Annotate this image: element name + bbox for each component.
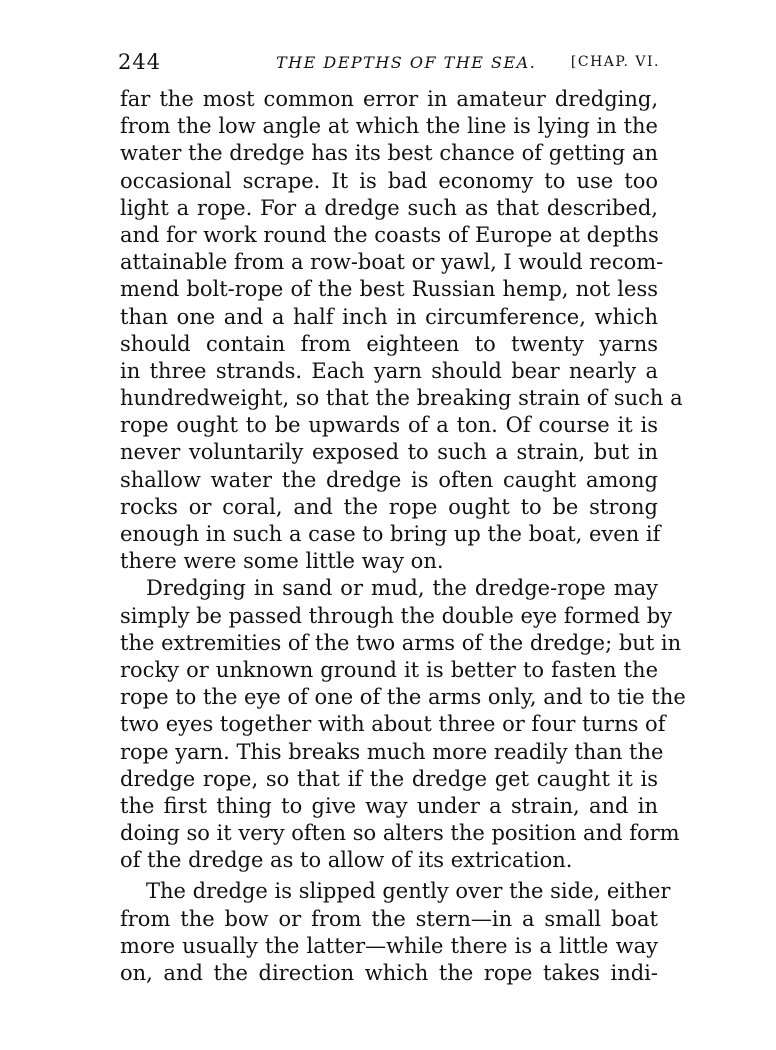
text-line: rocks or coral, and the rope ought to be strong <box>120 494 658 519</box>
text-line: The dredge is slipped gently over the side, either <box>146 879 671 904</box>
text-line: from the low angle at which the line is lying in the <box>120 114 658 139</box>
text-line: water the dredge has its best chance of getting an <box>120 141 658 166</box>
text-line: and for work round the coasts of Europe at depths <box>120 222 659 247</box>
text-line: hundredweight, so that the breaking strain of such a <box>120 386 683 411</box>
text-line: simply be passed through the double eye formed by <box>120 603 673 628</box>
text-line: shallow water the dredge is often caught among <box>120 467 658 492</box>
text-line: doing so it very often so alters the position and form <box>120 821 680 846</box>
text-line: rope ought to be upwards of a ton. Of course it is <box>120 413 658 438</box>
text-line: rope to the eye of one of the arms only, and to tie the <box>120 685 686 710</box>
text-line: light a rope. For a dredge such as that described, <box>120 195 658 220</box>
text-line: in three strands. Each yarn should bear nearly a <box>120 358 658 383</box>
text-line: than one and a half inch in circumference, which <box>120 304 658 329</box>
text-line: the first thing to give way under a strain, and in <box>120 793 658 818</box>
body-text <box>120 86 686 987</box>
text-line: dredge rope, so that if the dredge get caught it is <box>120 766 658 791</box>
text-line: should contain from eighteen to twenty yarns <box>120 331 658 356</box>
running-head <box>118 50 660 78</box>
text-line: attainable from a row-boat or yawl, I would recom- <box>120 250 664 275</box>
chapter-reference: [CHAP. VI. <box>570 54 660 70</box>
text-line: occasional scrape. It is bad economy to use too <box>120 168 658 193</box>
text-line: more usually the latter—while there is a little way <box>120 933 658 958</box>
text-line: enough in such a case to bring up the boat, even if <box>120 522 661 546</box>
text-line: of the dredge as to allow of its extrication. <box>120 848 573 873</box>
text-line: mend bolt-rope of the best Russian hemp, not less <box>120 277 658 302</box>
text-line: from the bow or from the stern—in a small boat <box>120 906 658 931</box>
text-line: the extremities of the two arms of the dredge; but in <box>120 630 682 655</box>
text-line: rocky or unknown ground it is better to fasten the <box>120 657 658 682</box>
text-line: far the most common error in amateur dredging, <box>120 87 658 111</box>
text-line: there were some little way on. <box>120 549 444 574</box>
text-line: rope yarn. This breaks much more readily than the <box>120 739 664 764</box>
text-line: on, and the direction which the rope takes indi- <box>120 961 658 985</box>
text-line: Dredging in sand or mud, the dredge-rope may <box>146 576 658 601</box>
page-number: 244 <box>118 50 162 74</box>
book-title: THE DEPTHS OF THE SEA. <box>276 53 537 72</box>
text-line: never voluntarily exposed to such a strain, but in <box>120 440 658 465</box>
text-line: two eyes together with about three or four turns of <box>120 712 666 737</box>
